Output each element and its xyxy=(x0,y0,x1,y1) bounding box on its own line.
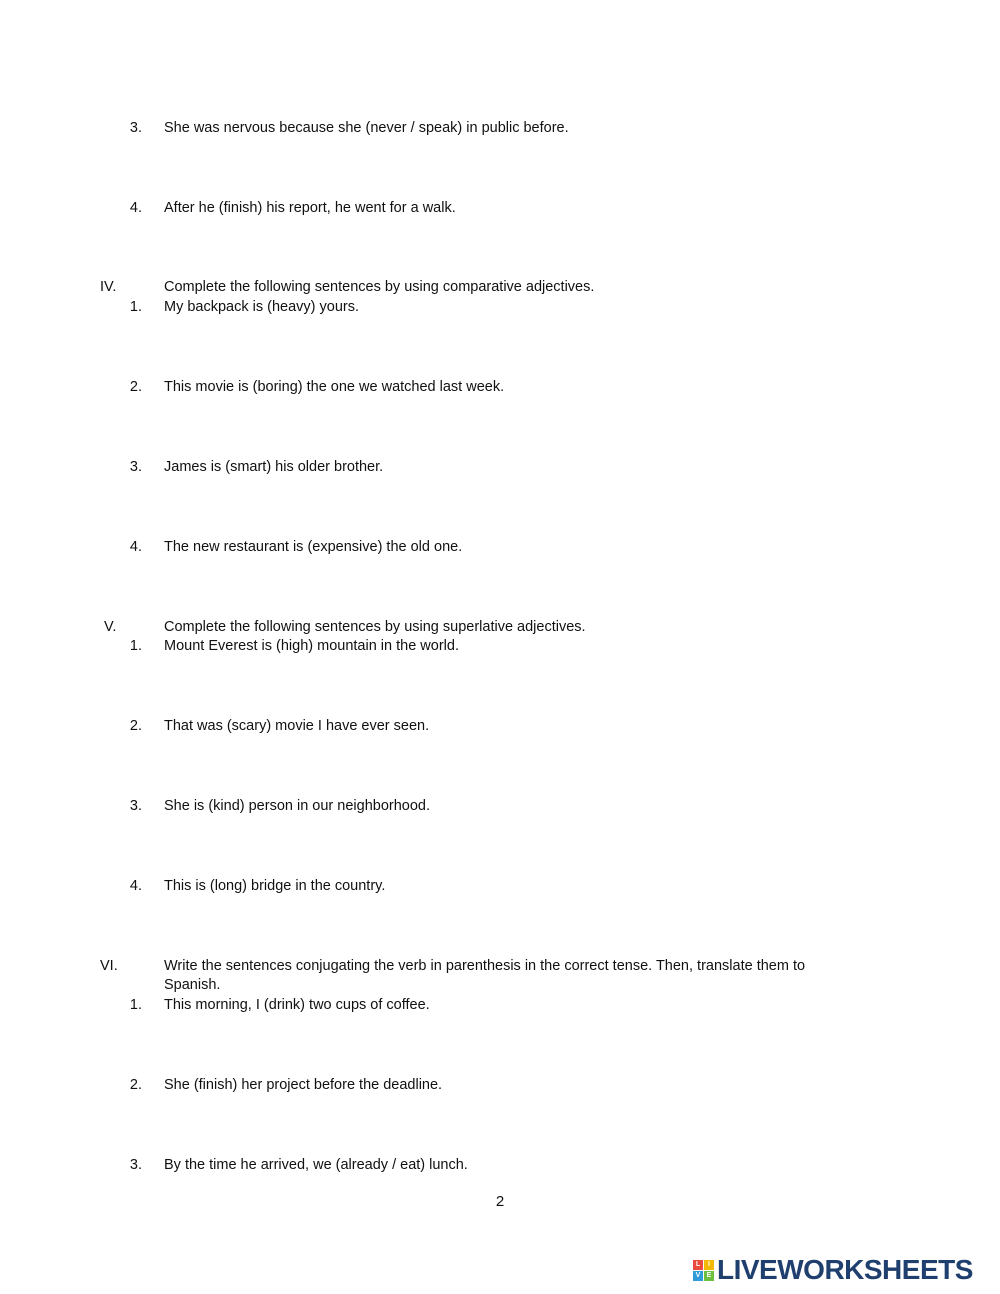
item-text: This movie is (boring) the one we watched last week. xyxy=(164,379,505,395)
item-text: After he (finish) his report, he went for a walk. xyxy=(164,200,456,216)
item-text: By the time he arrived, we (already / eat) lunch. xyxy=(164,1157,468,1173)
item-number: 1. xyxy=(129,299,142,315)
item-text: My backpack is (heavy) yours. xyxy=(164,299,360,315)
section-numeral: V. xyxy=(104,619,117,635)
item-number: 1. xyxy=(129,997,142,1013)
logo-mark-cell: V xyxy=(693,1271,703,1281)
item-text: That was (scary) movie I have ever seen. xyxy=(164,718,430,734)
liveworksheets-logo xyxy=(693,1255,973,1285)
item-number: 3. xyxy=(129,798,142,814)
item-number: 2. xyxy=(129,1077,142,1093)
item-text: She is (kind) person in our neighborhood. xyxy=(164,798,430,814)
item-number: 3. xyxy=(129,1157,142,1173)
section-instruction: Complete the following sentences by using comparative adjectives. xyxy=(164,279,595,295)
item-number: 2. xyxy=(129,718,142,734)
item-number: 3. xyxy=(129,459,142,475)
item-number: 4. xyxy=(129,878,142,894)
item-text: Mount Everest is (high) mountain in the world. xyxy=(164,638,459,654)
item-number: 1. xyxy=(129,638,142,654)
logo-mark-cell: I xyxy=(704,1260,714,1270)
item-text: This is (long) bridge in the country. xyxy=(164,878,386,894)
item-number: 4. xyxy=(129,200,142,216)
logo-mark-cell: E xyxy=(704,1271,714,1281)
item-text: She was nervous because she (never / speak) in public before. xyxy=(164,120,569,136)
logo-mark-cell: L xyxy=(693,1260,703,1270)
item-text: She (finish) her project before the deadline. xyxy=(164,1077,443,1093)
item-text: The new restaurant is (expensive) the old one. xyxy=(164,539,463,555)
logo-text: LIVEWORKSHEETS xyxy=(717,1254,973,1285)
logo-mark-icon xyxy=(693,1260,714,1281)
section-numeral: IV. xyxy=(100,279,117,295)
item-number: 2. xyxy=(129,379,142,395)
item-text: This morning, I (drink) two cups of coffee. xyxy=(164,997,430,1013)
item-number: 4. xyxy=(129,539,142,555)
section-numeral: VI. xyxy=(100,958,118,974)
item-number: 3. xyxy=(129,120,142,136)
page-number: 2 xyxy=(495,1193,505,1210)
item-text: James is (smart) his older brother. xyxy=(164,459,384,475)
section-instruction-continued: Spanish. xyxy=(164,977,221,993)
section-instruction: Complete the following sentences by using superlative adjectives. xyxy=(164,619,586,635)
section-instruction: Write the sentences conjugating the verb in parenthesis in the correct tense. Then, translate them to xyxy=(164,958,806,974)
